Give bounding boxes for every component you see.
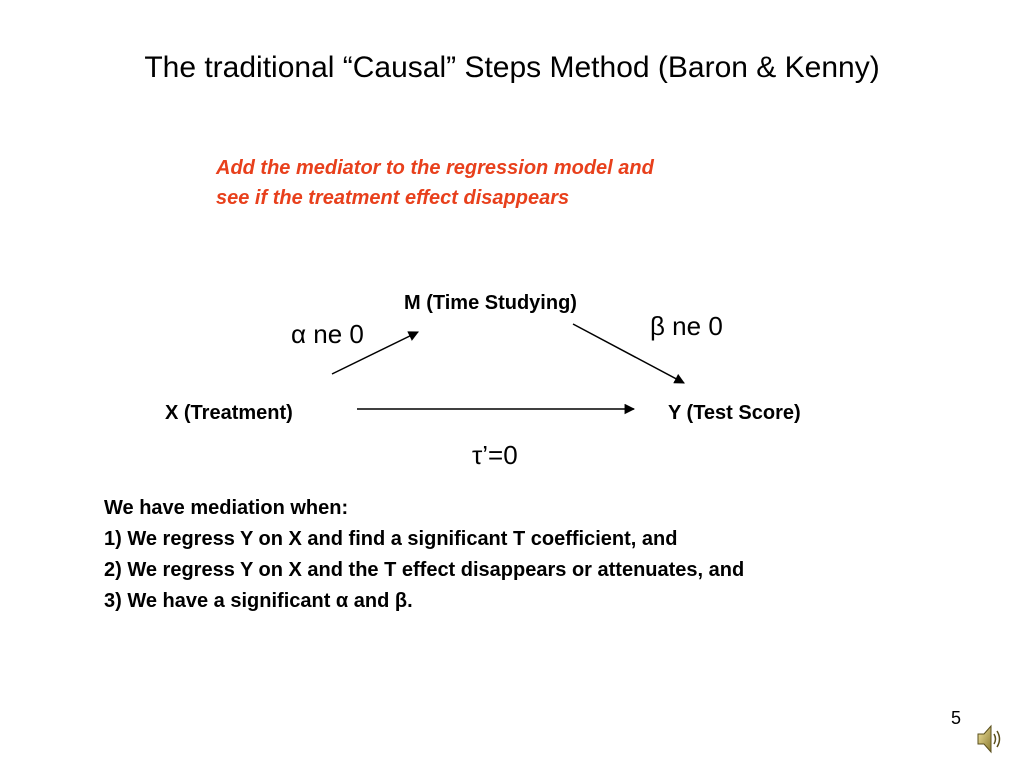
alpha-label: α ne 0 <box>291 319 364 349</box>
page-number: 5 <box>951 708 962 728</box>
tau-label: τ’=0 <box>472 440 518 470</box>
mediation-item: 1) We regress Y on X and find a significant T coefficient, and <box>104 528 678 550</box>
mediator-node: M (Time Studying) <box>404 292 577 314</box>
mediation-conditions <box>104 493 744 617</box>
beta-label: β ne 0 <box>650 311 723 341</box>
mediation-item: 3) We have a significant α and β. <box>104 590 413 612</box>
note-line: Add the mediator to the regression model and <box>216 157 654 179</box>
treatment-node: X (Treatment) <box>165 402 293 424</box>
mediation-item: 2) We regress Y on X and the T effect disappears or attenuates, and <box>104 559 745 581</box>
outcome-node: Y (Test Score) <box>668 402 801 424</box>
note-line: see if the treatment effect disappears <box>216 187 570 209</box>
mediation-heading: We have mediation when: <box>104 497 349 519</box>
speaker-icon[interactable] <box>976 722 1004 756</box>
slide-title: The traditional “Causal” Steps Method (Baron & Kenny) <box>144 51 880 84</box>
